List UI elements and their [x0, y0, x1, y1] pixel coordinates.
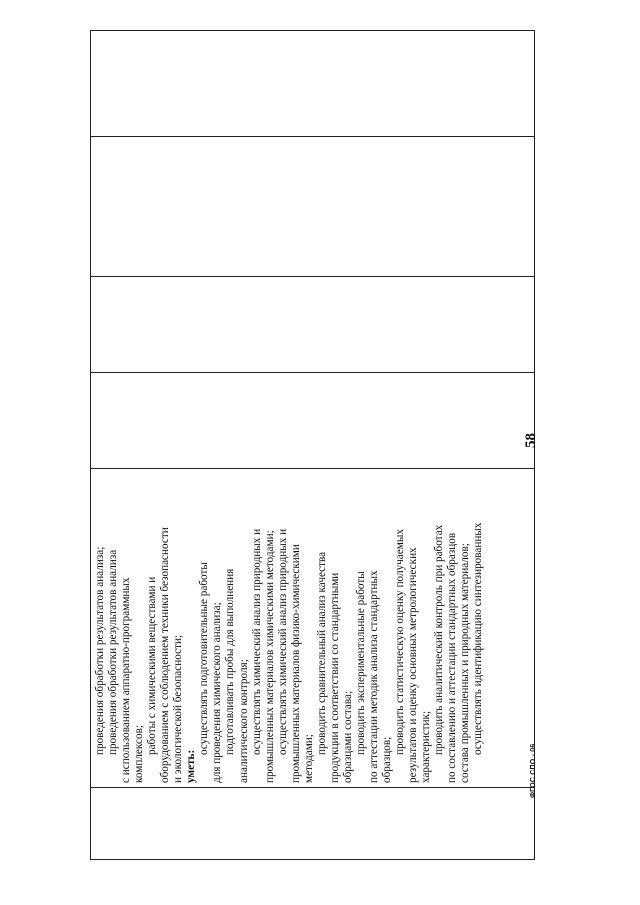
content-line: проводить статистическую оценку получаемых [394, 529, 407, 755]
table-cell-content [90, 468, 535, 788]
content-line: осуществлять идентификацию синтезированных [472, 522, 485, 755]
content-line: образцов; [381, 736, 394, 783]
content-line: комплексов; [133, 725, 146, 783]
content-line: оборудованием с соблюдением техники безопасности [159, 527, 172, 783]
content-line: проводить аналитический контроль при работах [433, 524, 446, 755]
content-line: осуществлять химический анализ природных и [250, 528, 263, 755]
page-number: 58 [523, 433, 539, 448]
content-line: результатов и оценку основных метрологических [407, 547, 420, 783]
content-line: с использованием аппаратно-программных [120, 577, 133, 783]
content-line: подготавливать пробы для выполнения [224, 568, 237, 755]
content-line: уметь: [185, 749, 198, 783]
content-line: промышленных материалов физико-химическими [289, 544, 302, 783]
table-cell-index [90, 788, 535, 860]
content-line: проведения обработки результатов анализа; [94, 546, 106, 755]
content-line: образцами состава; [341, 690, 354, 783]
rotated-table [90, 30, 535, 860]
content-line: проводить сравнительный анализ качества [315, 551, 328, 755]
content-line: по аттестации методик анализа стандартных [367, 570, 380, 783]
table-cell-hours-2 [90, 276, 535, 372]
table-cell-competences [90, 30, 535, 136]
content-line: осуществлять химический анализ природных и [276, 528, 289, 755]
content-line: методами; [302, 734, 315, 783]
content-line: для проведения химического анализа; [211, 602, 224, 783]
content-line: промышленных материалов химическими методами; [263, 530, 276, 783]
table-cell-hours-1 [90, 372, 535, 468]
content-line: аналитического контроля; [237, 659, 250, 783]
content-line: осуществлять подготовительные работы [198, 562, 211, 755]
table-cell-discipline [90, 136, 535, 276]
content-line: по составлению и аттестации стандартных образцов [446, 532, 459, 783]
content-text [94, 471, 485, 783]
content-line: работы с химическими веществами и [146, 576, 159, 755]
content-line: проведения обработки результатов анализа [107, 549, 120, 755]
content-line: состава промышленных и природных материалов; [459, 543, 472, 783]
content-line: и экологической безопасности; [172, 634, 185, 783]
content-line: продукции в соответствии со стандартными [328, 572, 341, 783]
content-line: характеристик; [420, 710, 433, 783]
content-line: проводить экспериментальные работы [354, 571, 367, 755]
footer-label: ФГОС СПО - 06 [530, 743, 537, 798]
